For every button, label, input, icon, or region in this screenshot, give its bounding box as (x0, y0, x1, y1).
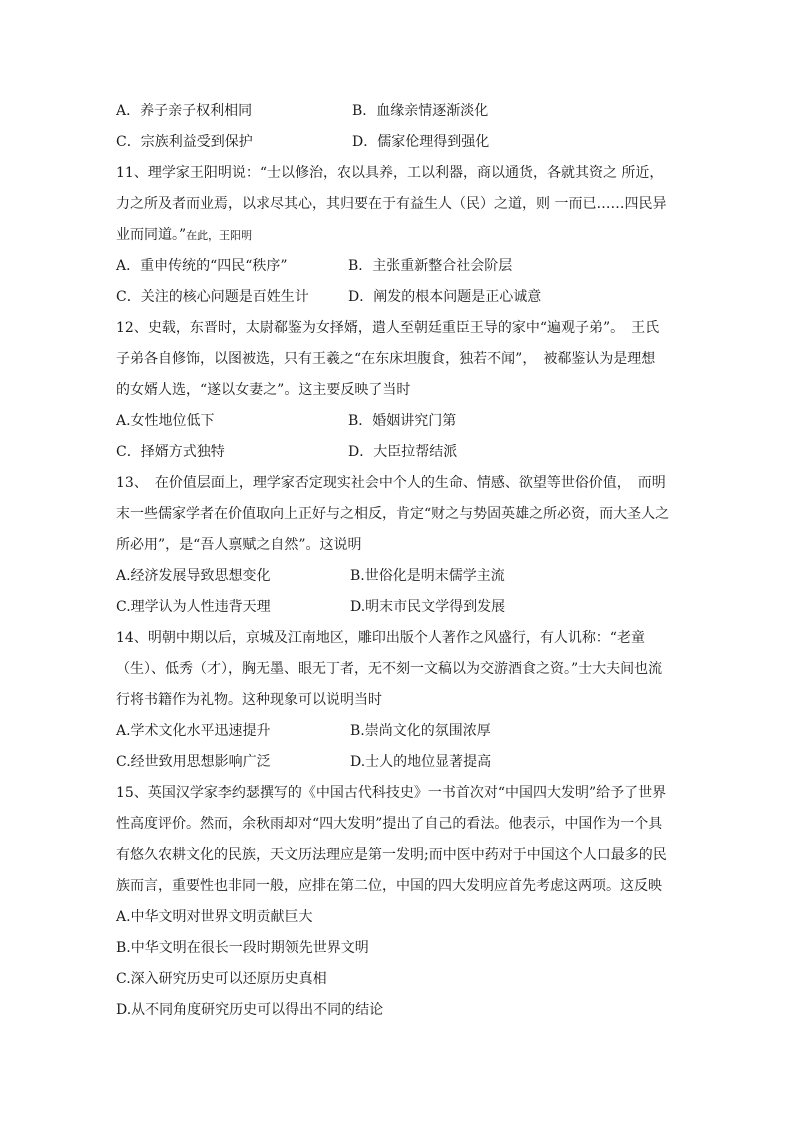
q14-stem-line1: 14、明朝中期以后，京城及江南地区，雕印出版个人著作之风盛行，有人讥称：“老童 (116, 630, 645, 646)
q11-option-d: D．阐发的根本问题是正心诚意 (348, 289, 542, 305)
q10-options-row2 (116, 127, 682, 158)
q13-stem-line2: 末一些儒家学者在价值取向上正好与之相反，肯定“财之与势固英雄之所必资，而大圣人之 (116, 506, 670, 522)
q15-option-b: B.中华文明在很长一段时期领先世界文明 (116, 940, 369, 956)
q15-stem-line4: 族而言，重要性也非同一般，应排在第二位，中国的四大发明应首先考虑这两项。这反映 (116, 878, 662, 894)
q14-option-c: C.经世致用思想影响广泛 (116, 754, 271, 770)
q14-option-b: B.崇尚文化的氛围浓厚 (350, 723, 491, 739)
q11-option-a: A．重申传统的“四民“秩序” (116, 258, 288, 274)
q10-options-row1 (116, 96, 682, 127)
q10-option-c: C．宗族利益受到保护 (116, 134, 253, 150)
q14-option-a: A.学术文化水平迅速提升 (116, 723, 271, 739)
q14-options-row2 (116, 747, 682, 778)
q11-stem-line1: 11、理学家王阳明说：“士以修治，农以具养，工以利器，商以通货，各就其资之 所近， (116, 165, 664, 181)
q15-stem-line3: 有悠久农耕文化的民族，天文历法理应是第一发明;而中医中药对于中国这个人口最多的民 (116, 847, 667, 863)
q10-option-d: D．儒家伦理得到强化 (352, 134, 490, 150)
q11-option-c: C．关注的核心问题是百姓生计 (116, 289, 309, 305)
q11-stem-line2: 力之所及者而业焉，以求尽其心，其归要在于有益生人（民）之道，则 一而已……四民异 (116, 196, 667, 212)
q14-option-d: D.士人的地位显著提高 (350, 754, 492, 770)
exam-page (116, 96, 682, 1026)
q12-option-d: D．大臣拉帮结派 (348, 444, 458, 460)
q13-option-a: A.经济发展导致思想变化 (116, 568, 271, 584)
q15-stem-line2: 性高度评价。然而，余秋雨却对“四大发明”提出了自己的看法。他表示，中国作为一个具 (116, 816, 663, 832)
q15-option-d: D.从不同角度研究历史可以得出不同的结论 (116, 1002, 384, 1018)
q12-option-b: B．婚姻讲究门第 (348, 413, 457, 429)
q15-option-c: C.深入研究历史可以还原历史真相 (116, 971, 327, 987)
q11-stem-line3-small: 在此，王阳明 (186, 229, 253, 242)
q11-option-b: B．主张重新整合社会阶层 (348, 258, 513, 274)
q12-option-c: C．择婿方式独特 (116, 444, 225, 460)
q14-stem-line3: 行将书籍作为礼物。这种现象可以说明当时 (116, 692, 382, 708)
q12-options-row1 (116, 406, 682, 437)
q15-option-a: A.中华文明对世界文明贡献巨大 (116, 909, 313, 925)
q13-option-b: B.世俗化是明末儒学主流 (350, 568, 505, 584)
q10-option-b: B．血缘亲情逐渐淡化 (352, 103, 489, 119)
q15-stem-line1: 15、英国汉学家李约瑟撰写的《中国古代科技史》一书首次对“中国四大发明”给予了世界 (116, 785, 667, 801)
q10-option-a: A．养子亲子权利相同 (116, 103, 253, 119)
q14-options-row1 (116, 716, 682, 747)
q12-options-row2 (116, 437, 682, 468)
q12-stem-line3: 的女婿人选，“遂以女妻之”。这主要反映了当时 (116, 382, 411, 398)
q13-options-row2 (116, 592, 682, 623)
q12-option-a: A.女性地位低下 (116, 413, 215, 429)
q13-options-row1 (116, 561, 682, 592)
q11-options-row1 (116, 251, 682, 282)
q13-option-c: C.理学认为人性违背天理 (116, 599, 271, 615)
q11-options-row2 (116, 282, 682, 313)
q13-stem-line1: 13、 在价值层面上，理学家否定现实社会中个人的生命、情感、欲望等世俗价值， 而明 (116, 475, 666, 491)
q13-stem-line3: 所必用”，是“吾人禀赋之自然”。这说明 (116, 537, 362, 553)
q12-stem-line1: 12、史载，东晋时，太尉郗鉴为女择婿，遣人至朝廷重臣王导的家中“遍观子弟”。 王氏 (116, 320, 660, 336)
q11-stem-line3 (116, 220, 682, 251)
q14-stem-line2: （生）、低秀（才），胸无墨、眼无丁者，无不刻一文稿以为交游酒食之资。”士大夫间也流 (116, 661, 663, 677)
q13-option-d: D.明末市民文学得到发展 (350, 599, 506, 615)
q12-stem-line2: 子弟各自修饰，以图被选，只有王羲之“在东床坦腹食，独若不闻”， 被郗鉴认为是理想 (116, 351, 656, 367)
q11-stem-line3-main: 业而同道。” (116, 227, 187, 243)
